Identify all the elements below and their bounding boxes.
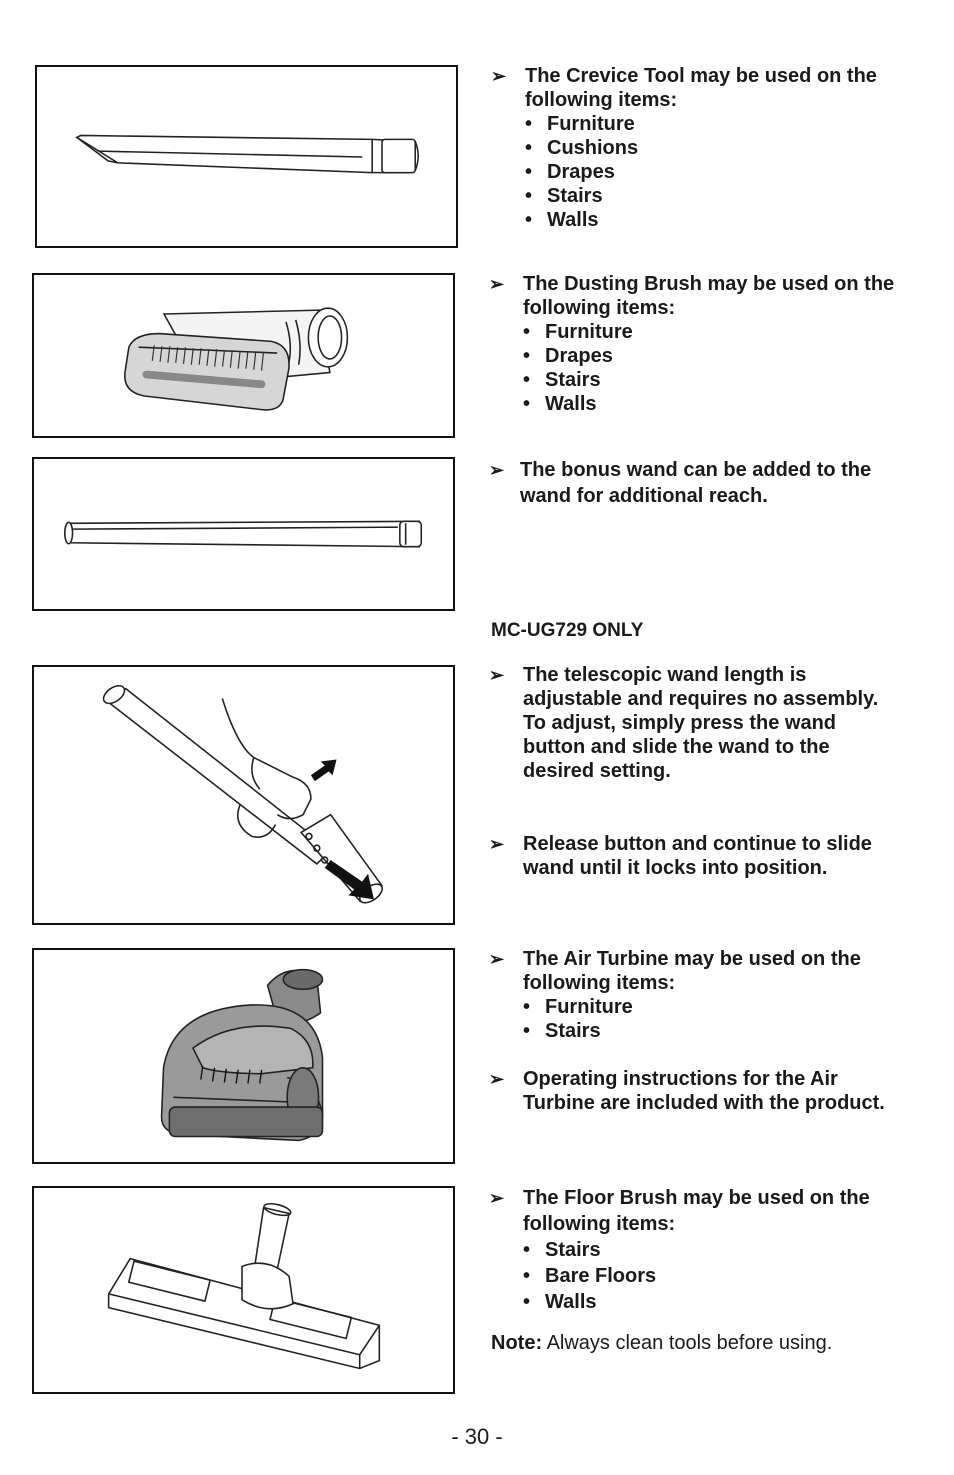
list-item: • Stairs (523, 1020, 601, 1042)
air-turbine-item-list (523, 995, 899, 1043)
telescopic-wand-image (32, 665, 455, 925)
dusting-brush-illustration (34, 275, 453, 436)
crevice-tool-intro: The Crevice Tool may be used on the following items: (525, 65, 877, 111)
floor-brush-image (32, 1186, 455, 1394)
arrowhead-bullet-icon: ➢ (489, 1188, 505, 1208)
list-item: • Stairs (525, 185, 603, 207)
air-turbine-intro: The Air Turbine may be used on the following items: (523, 948, 861, 994)
list-item: • Bare Floors (523, 1265, 657, 1287)
bonus-wand-description: The bonus wand can be added to the wand for additional reach. (520, 459, 872, 507)
air-turbine-image (32, 948, 455, 1164)
crevice-tool-image (35, 65, 458, 248)
crevice-tool-illustration (37, 67, 456, 246)
list-item: • Furniture (523, 996, 633, 1018)
note-label: Note: (491, 1332, 543, 1354)
list-item: • Drapes (525, 161, 615, 183)
arrowhead-bullet-icon: ➢ (489, 1069, 505, 1089)
list-item: • Walls (523, 1291, 597, 1313)
list-item: • Furniture (525, 113, 635, 135)
telescopic-wand-release-text (489, 832, 889, 880)
arrowhead-bullet-icon: ➢ (489, 665, 505, 685)
arrowhead-bullet-icon: ➢ (489, 949, 505, 969)
list-item: • Walls (523, 393, 597, 415)
dusting-brush-image (32, 273, 455, 438)
release-button-text: Release button and continue to slide wand until it locks into position. (523, 833, 872, 879)
floor-brush-illustration (34, 1188, 453, 1392)
crevice-tool-text (491, 64, 911, 232)
bonus-wand-text (489, 457, 889, 509)
list-item: • Walls (525, 209, 599, 231)
telescopic-wand-illustration (34, 667, 453, 923)
list-item: • Cushions (525, 137, 639, 159)
model-heading: MC-UG729 ONLY (491, 620, 644, 641)
list-item: • Drapes (523, 345, 613, 367)
air-turbine-instructions-text: Operating instructions for the Air Turbine are included with the product. (523, 1068, 885, 1114)
telescopic-wand-adjust-text: The telescopic wand length is adjustable and requires no assembly. To adjust, simply press the wand button and slide the wand to the desired setting. (523, 664, 879, 782)
bonus-wand-illustration (34, 459, 453, 609)
bonus-wand-image (32, 457, 455, 611)
list-item: • Stairs (523, 1239, 601, 1261)
floor-brush-item-list (523, 1237, 889, 1315)
dusting-brush-text (489, 272, 909, 416)
list-item: • Furniture (523, 321, 633, 343)
note-body: Always clean tools before using. (546, 1332, 833, 1354)
dusting-brush-intro: The Dusting Brush may be used on the following items: (523, 273, 895, 319)
floor-brush-intro: The Floor Brush may be used on the following items: (523, 1187, 870, 1235)
crevice-tool-item-list (525, 112, 911, 232)
arrowhead-bullet-icon: ➢ (491, 66, 507, 86)
list-item: • Stairs (523, 369, 601, 391)
dusting-brush-item-list (523, 320, 909, 416)
floor-brush-text (489, 1185, 889, 1315)
arrowhead-bullet-icon: ➢ (489, 834, 505, 854)
telescopic-wand-text (489, 663, 899, 783)
arrowhead-bullet-icon: ➢ (489, 460, 505, 480)
note-text (491, 1331, 911, 1355)
air-turbine-text (489, 947, 899, 1115)
air-turbine-illustration (34, 950, 453, 1162)
page-number: - 30 - (451, 1424, 503, 1449)
arrowhead-bullet-icon: ➢ (489, 274, 505, 294)
